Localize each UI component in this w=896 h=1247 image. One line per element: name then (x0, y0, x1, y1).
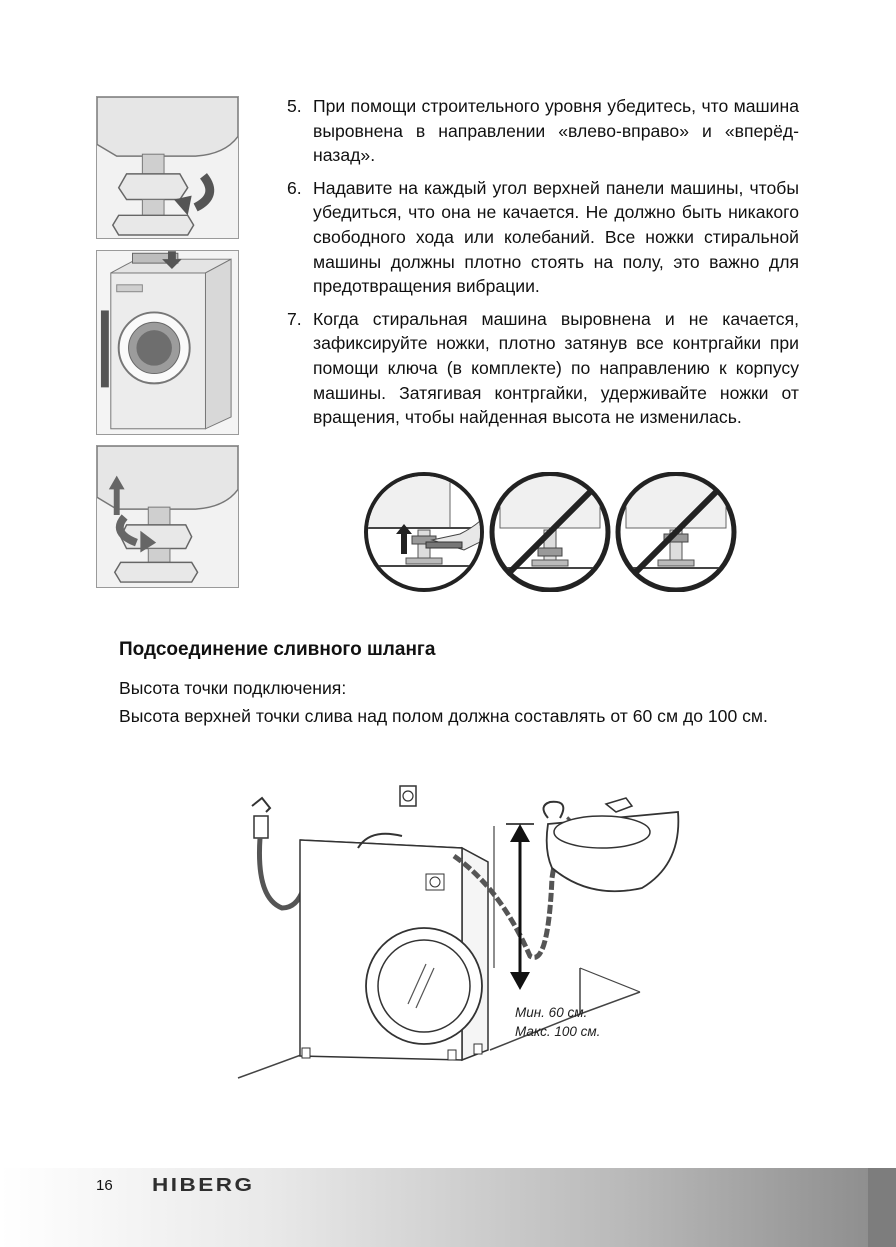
step-number: 7. (287, 308, 302, 329)
step-number: 5. (287, 96, 302, 116)
adjust-foot-illustration (96, 96, 239, 239)
step-6 (287, 176, 799, 299)
max-height-label: Макс. 100 см. (515, 1024, 601, 1039)
correct-tightening-circle (360, 472, 488, 590)
min-height-label: Мин. 60 см. (515, 1005, 588, 1020)
footer-band (868, 1168, 896, 1247)
step-5 (287, 94, 799, 168)
step-text: Когда стиральная машина выровнена и не качается, зафиксируйте ножки, плотно затянув все контргайки при помощи ключа (в комплекте) по направлению к корпусу машины. Затягивая контргайки, удерживайте ножки от вращения, чтобы найденная высота не изменилась. (313, 308, 799, 428)
section-title: Подсоединение сливного шланга (119, 639, 436, 660)
page-footer (0, 1168, 896, 1247)
wrong-position-circle-2 (618, 472, 736, 590)
wrong-position-circle-1 (492, 472, 610, 590)
step-number: 6. (287, 177, 302, 198)
lock-nut-diagram (360, 472, 740, 592)
step-text: Надавите на каждый угол верхней панели машины, чтобы убедиться, что она не качается. Не должно быть никакого свободного хода или колебаний. Все ножки стиральной машины должны плотно стоять на полу, это важно для предотвращения вибрации. (313, 177, 799, 297)
connection-height-label: Высота точки подключения: (119, 678, 347, 698)
drain-hose-installation-diagram (230, 778, 690, 1108)
page-number: 16 (96, 1177, 113, 1194)
brand-logo: HIBERG (152, 1175, 255, 1195)
step-text: При помощи строительного уровня убедитесь, что машина выровнена в направлении «влево-вправо» и «вперёд-назад». (313, 96, 799, 166)
leveling-steps (287, 94, 799, 438)
lock-nut-illustration (96, 445, 239, 588)
press-top-panel-illustration (96, 250, 239, 435)
step-7 (287, 307, 799, 430)
drain-height-text: Высота верхней точки слива над полом должна составлять от 60 см до 100 см. (119, 706, 768, 726)
